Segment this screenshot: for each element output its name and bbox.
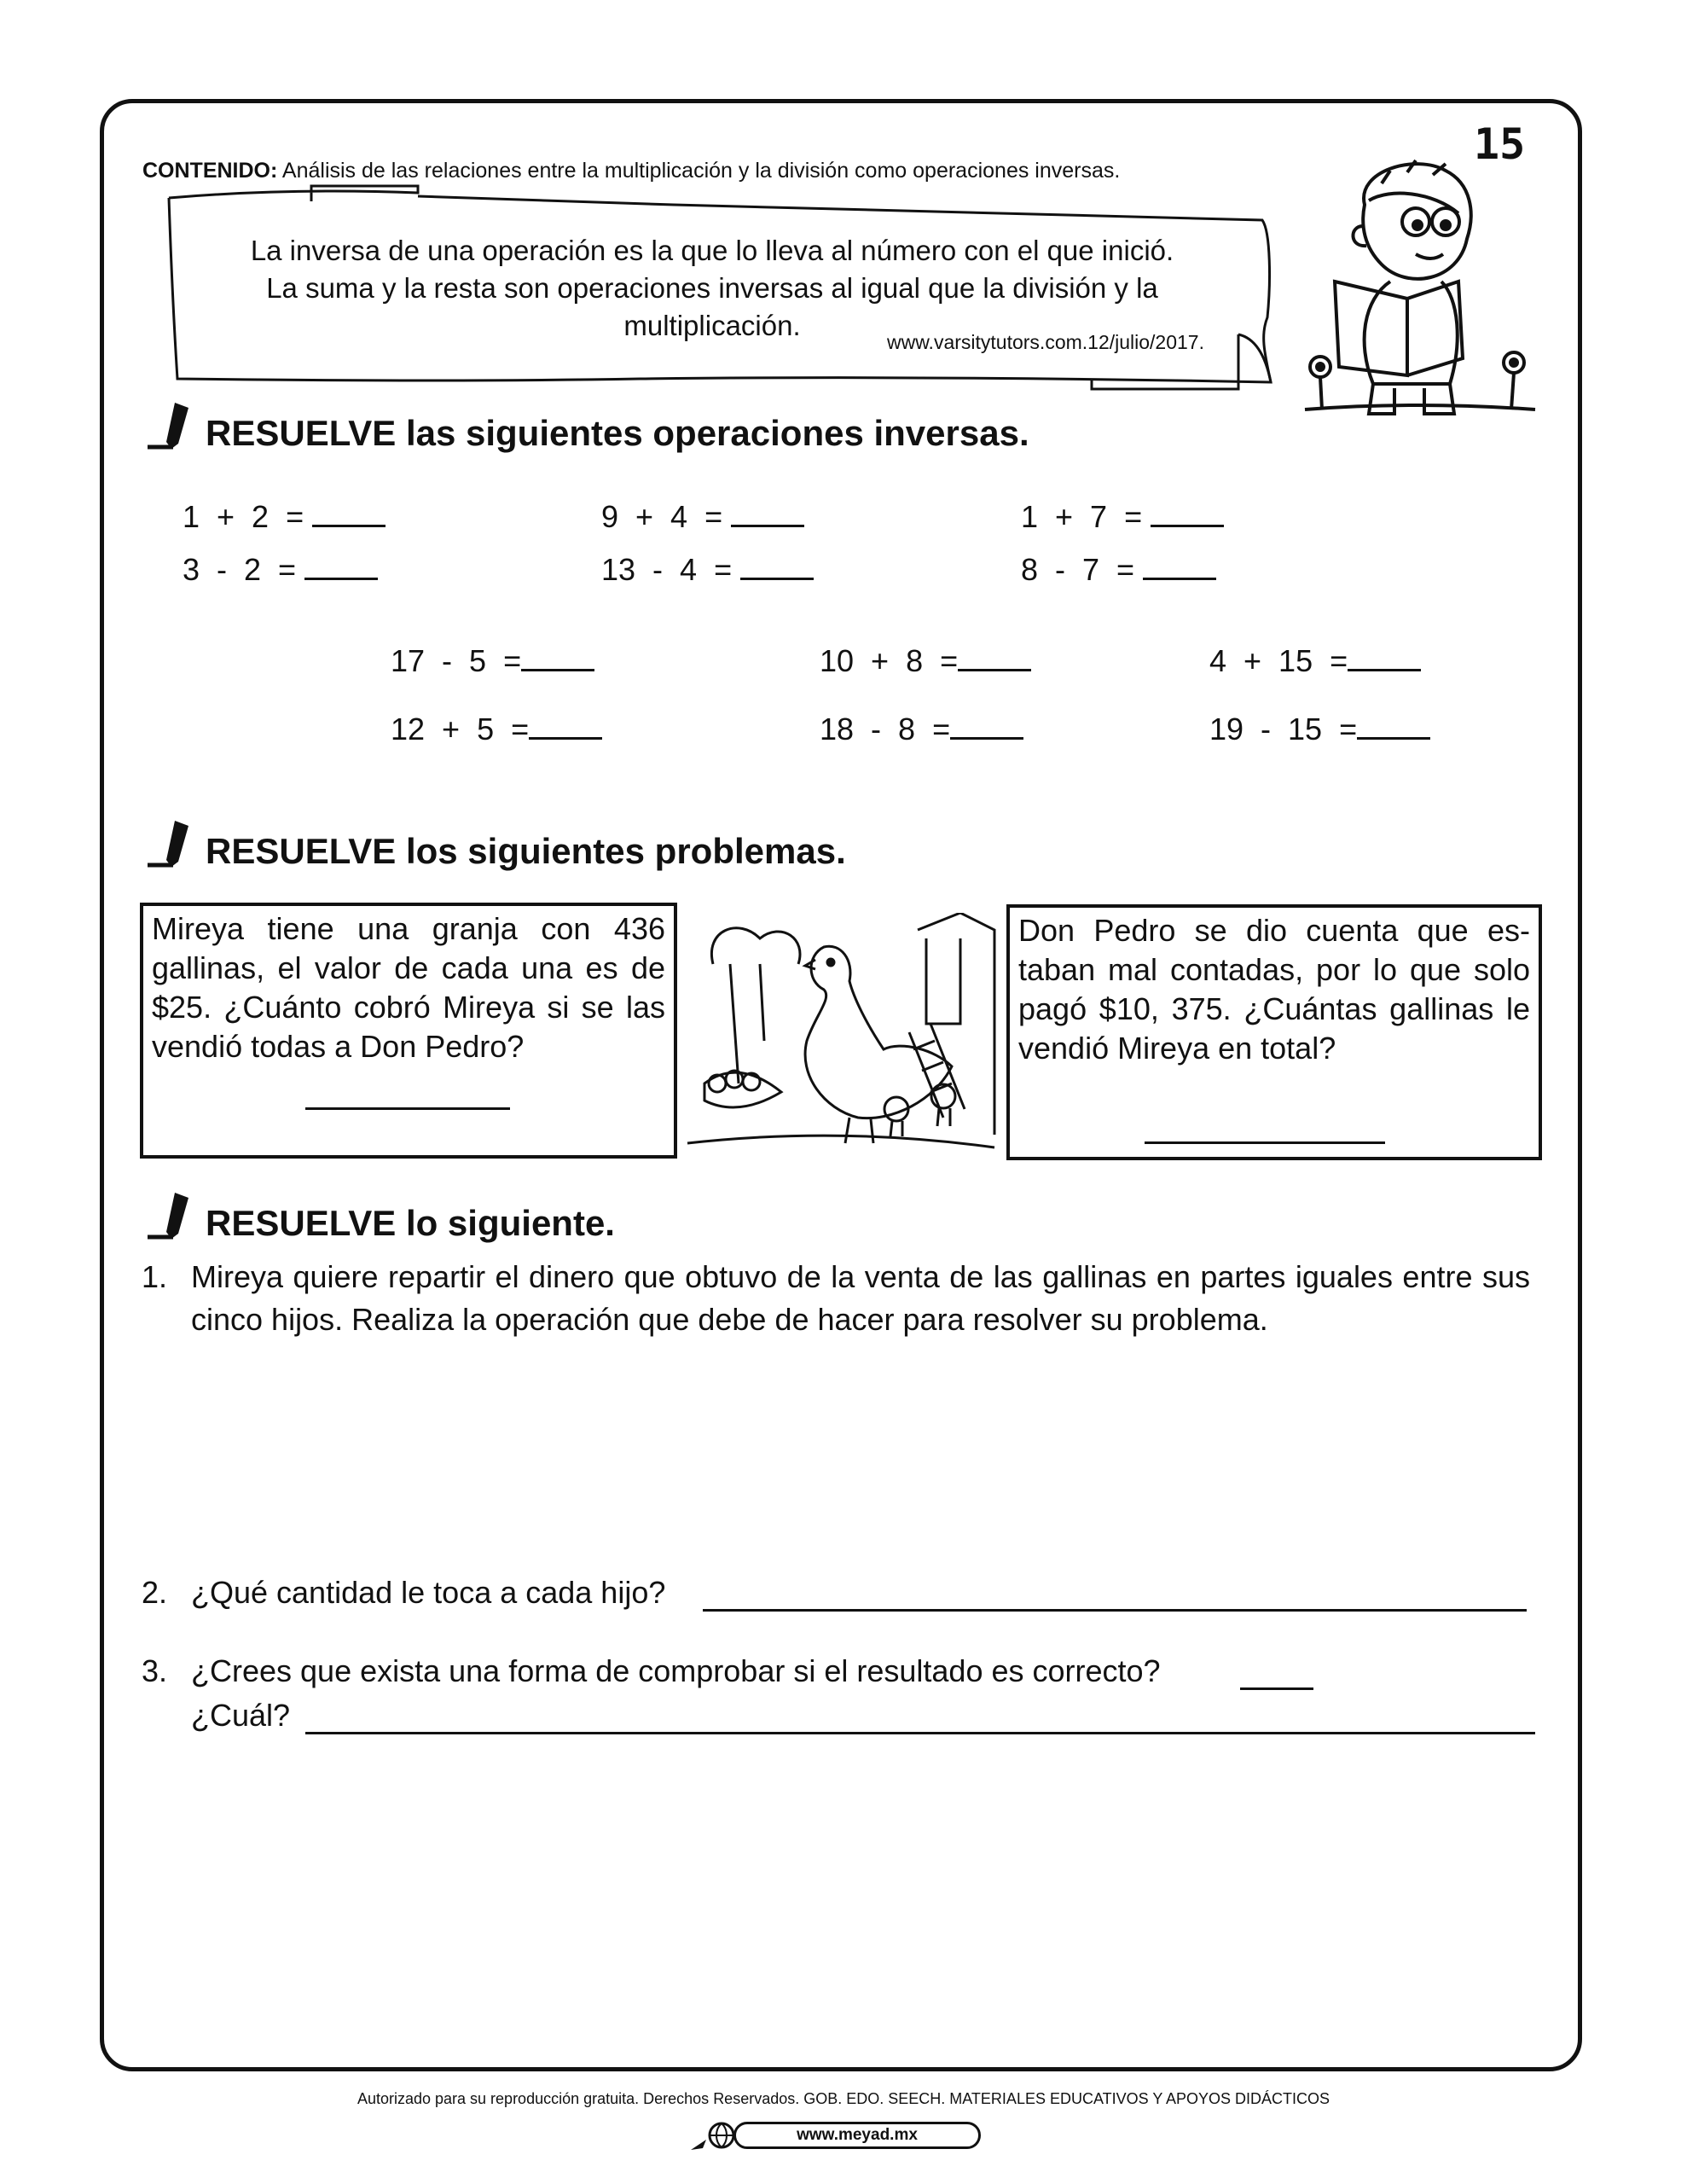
section3-heading bbox=[141, 1189, 615, 1244]
operation-4: 13 - 4 = bbox=[601, 552, 814, 588]
section1-heading bbox=[141, 399, 1029, 454]
question-1-text: Mireya quiere repartir el dinero que obtuvo de la venta de las gallinas en partes iguales entre sus cinco hijos. Realiza la operación que debe de hacer para resolver su problema. bbox=[191, 1259, 1530, 1337]
operation-5: 1 + 7 = bbox=[1021, 499, 1224, 535]
pencil-icon bbox=[141, 399, 200, 452]
hen-farm-illustration bbox=[679, 913, 1003, 1160]
answer-blank[interactable] bbox=[740, 554, 814, 580]
question-3-short-answer-line[interactable] bbox=[1240, 1687, 1313, 1690]
answer-blank[interactable] bbox=[958, 645, 1031, 671]
contenido-line bbox=[142, 159, 1120, 183]
answer-blank[interactable] bbox=[1357, 713, 1430, 740]
definition-line-1: La inversa de una operación es la que lo lleva al número con el que inició. bbox=[250, 235, 1174, 266]
section3-heading-text: RESUELVE lo siguiente. bbox=[206, 1203, 615, 1243]
footer-url[interactable]: www.meyad.mx bbox=[733, 2122, 981, 2149]
answer-blank[interactable] bbox=[304, 554, 378, 580]
page-number: 15 bbox=[1474, 119, 1526, 169]
question-3-followup: ¿Cuál? bbox=[191, 1698, 291, 1733]
question-3-answer-line[interactable] bbox=[305, 1732, 1535, 1734]
operation-2: 3 - 2 = bbox=[183, 552, 378, 588]
question-2-answer-line[interactable] bbox=[703, 1609, 1527, 1612]
definition-text bbox=[183, 232, 1241, 345]
question-2-text: ¿Qué cantidad le toca a cada hijo? bbox=[191, 1575, 666, 1610]
problem-1-text: Mireya tiene una granja con 436 gallinas, el valor de cada una es de $25. ¿Cuánto cobró Mireya si se las vendió todas a Don Pedro? bbox=[152, 911, 665, 1064]
section2-heading bbox=[141, 817, 846, 872]
answer-blank[interactable] bbox=[950, 713, 1023, 740]
problem-box-1 bbox=[140, 903, 677, 1159]
definition-line-3: multiplicación. bbox=[623, 310, 801, 341]
operation-11: 4 + 15 = bbox=[1209, 643, 1421, 679]
problem-1-answer-line[interactable] bbox=[305, 1107, 510, 1110]
answer-blank[interactable] bbox=[1348, 645, 1421, 671]
operation-10: 18 - 8 = bbox=[820, 712, 1023, 747]
answer-blank[interactable] bbox=[312, 501, 386, 527]
definition-line-2: La suma y la resta son operaciones inversas al igual que la división y la bbox=[266, 272, 1158, 304]
globe-icon bbox=[689, 2119, 740, 2153]
question-3-text: ¿Crees que exista una forma de comprobar si el resultado es correcto? bbox=[191, 1653, 1161, 1688]
problem-2-text: Don Pedro se dio cuenta que estaban mal contadas, por lo que solo pagó $10, 375. ¿Cuántas gallinas le vendió Mireya en total? bbox=[1018, 913, 1530, 1066]
answer-blank[interactable] bbox=[731, 501, 804, 527]
operation-3: 9 + 4 = bbox=[601, 499, 804, 535]
answer-blank[interactable] bbox=[1143, 554, 1216, 580]
operation-9: 10 + 8 = bbox=[820, 643, 1031, 679]
pencil-icon bbox=[141, 817, 200, 870]
operation-7: 17 - 5 = bbox=[391, 643, 594, 679]
problem-2-answer-line[interactable] bbox=[1145, 1141, 1385, 1144]
footer-text: Autorizado para su reproducción gratuita. Derechos Reservados. GOB. EDO. SEECH. MATERIALES EDUCATIVOS Y APOYOS DIDÁCTICOS bbox=[357, 2090, 1330, 2107]
operation-6: 8 - 7 = bbox=[1021, 552, 1216, 588]
operation-1: 1 + 2 = bbox=[183, 499, 386, 535]
section2-heading-text: RESUELVE los siguientes problemas. bbox=[206, 831, 846, 871]
operation-12: 19 - 15 = bbox=[1209, 712, 1430, 747]
section1-heading-text: RESUELVE las siguientes operaciones inversas. bbox=[206, 413, 1029, 453]
boy-reading-illustration bbox=[1288, 154, 1544, 435]
answer-blank[interactable] bbox=[521, 645, 594, 671]
answer-blank[interactable] bbox=[529, 713, 602, 740]
answer-blank[interactable] bbox=[1151, 501, 1224, 527]
question-3-number: 3. bbox=[142, 1653, 168, 1688]
definition-source: www.varsitytutors.com.12/julio/2017. bbox=[887, 331, 1204, 353]
contenido-label: CONTENIDO: bbox=[142, 159, 278, 183]
problem-box-2 bbox=[1006, 904, 1542, 1160]
question-1-number: 1. bbox=[142, 1259, 168, 1294]
pencil-icon bbox=[141, 1189, 200, 1242]
question-2-number: 2. bbox=[142, 1575, 168, 1610]
operation-8: 12 + 5 = bbox=[391, 712, 602, 747]
contenido-text: Análisis de las relaciones entre la multiplicación y la división como operaciones inversas. bbox=[281, 159, 1121, 183]
